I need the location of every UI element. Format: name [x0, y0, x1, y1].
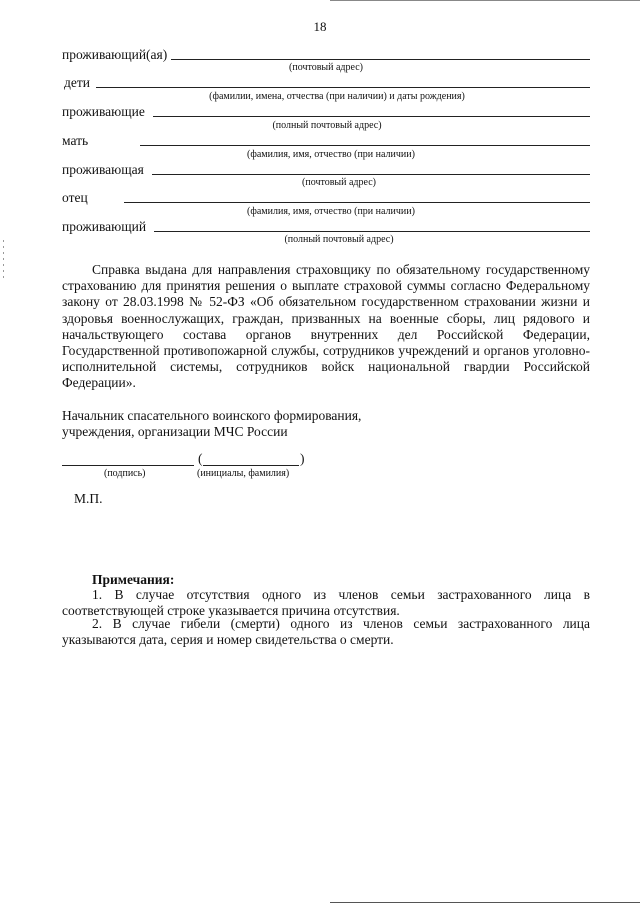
field-label: проживающий(ая) [62, 47, 168, 62]
field-caption: (почтовый адрес) [289, 62, 363, 73]
field-caption: (полный почтовый адрес) [272, 120, 382, 131]
field-caption: (фамилии, имена, отчества (при наличии) и даты рождения) [209, 91, 465, 102]
field-label: проживающие [62, 104, 145, 119]
note-item-2: 2. В случае гибели (смерти) одного из членов семьи застрахованного лица указываются дата, серия и номер свидетельства о смерти. [62, 616, 590, 647]
field-label: мать [62, 133, 89, 148]
certificate-purpose-paragraph: Справка выдана для направления страховщику по обязательному государственному страхованию для принятия решения о выплате страховой суммы согласно Федеральному закону от 28.03.1998 № 52-ФЗ «Об обязательном государственном страховании жизни и здоровья военнослужащих, граждан, призванных на военные сборы, лиц рядового и начальствующего состава органов внутренних дел Российской Федерации, Государственной противопожарной службы, сотрудников учреждений и органов уголовно-исполнительной системы, сотрудников войск национальной гвардии Российской Федерации». [62, 262, 590, 391]
scan-left-margin-dots [3, 240, 4, 280]
fill-in-line[interactable] [140, 144, 590, 146]
fill-in-line[interactable] [152, 173, 590, 175]
fill-in-line[interactable] [154, 230, 590, 232]
field-caption: (фамилия, имя, отчество (при наличии) [247, 149, 415, 160]
scan-top-edge-line [330, 0, 640, 1]
field-resident-4 [62, 218, 590, 234]
signature-caption: (подпись) [104, 468, 146, 479]
name-caption: (инициалы, фамилия) [197, 468, 290, 479]
field-father [62, 189, 590, 205]
fill-in-line[interactable] [96, 86, 590, 88]
field-label: проживающий [62, 219, 147, 234]
page-number: 18 [313, 19, 327, 34]
scan-bottom-edge-line [330, 902, 640, 903]
field-caption: (фамилия, имя, отчество (при наличии) [247, 206, 415, 217]
signature-line[interactable] [62, 464, 194, 466]
stamp-place-label: М.П. [74, 491, 103, 506]
fill-in-line[interactable] [124, 201, 590, 203]
field-caption: (полный почтовый адрес) [284, 234, 394, 245]
name-line[interactable] [203, 464, 299, 466]
field-label: дети [64, 75, 90, 90]
note-item-1: 1. В случае отсутствия одного из членов семьи застрахованного лица в соответствующей строке указывается причина отсутствия. [62, 587, 590, 618]
signer-position-line-1: Начальник спасательного воинского формирования, [62, 408, 362, 423]
fill-in-line[interactable] [153, 115, 590, 117]
name-close-paren: ) [300, 451, 305, 466]
signer-position-line-2: учреждения, организации МЧС России [62, 424, 288, 439]
name-open-paren: ( [198, 451, 203, 466]
field-resident-1 [62, 46, 590, 62]
field-children [64, 74, 590, 90]
field-resident-3 [62, 161, 590, 177]
field-caption: (почтовый адрес) [302, 177, 376, 188]
notes-title: Примечания: [92, 572, 175, 587]
field-residents-2 [62, 103, 590, 119]
field-mother [62, 132, 590, 148]
field-label: отец [62, 190, 88, 205]
field-label: проживающая [62, 162, 144, 177]
fill-in-line[interactable] [171, 58, 590, 60]
